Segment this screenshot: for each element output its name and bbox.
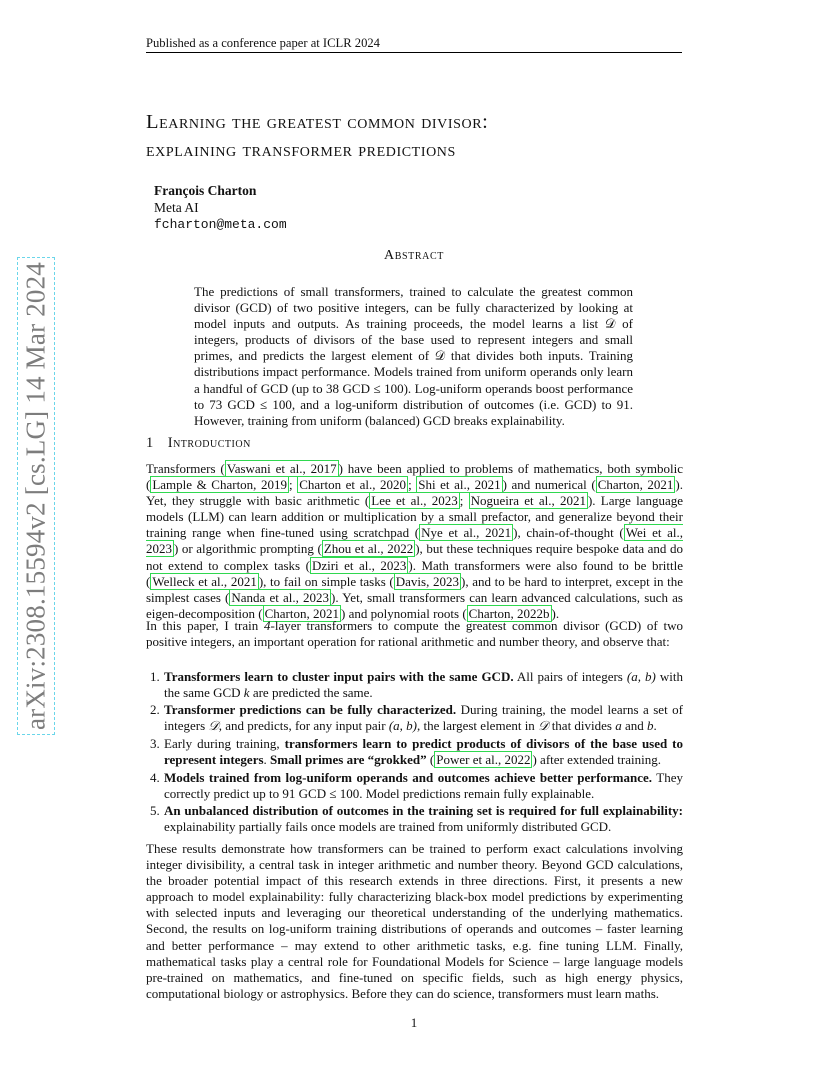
citation-link[interactable]: Power et al., 2022 bbox=[436, 752, 531, 768]
list-item bbox=[146, 702, 683, 735]
bold-text: An unbalanced distribution of outcomes in the training set is required for full explainability: bbox=[164, 802, 683, 818]
header-rule bbox=[146, 52, 682, 53]
math: (a, b) bbox=[626, 669, 656, 684]
list-number: 5. bbox=[150, 802, 160, 818]
text: -layer transformers to compute the greatest common divisor (GCD) of two positive integers, an important operation for rational arithmetic and number theory, and observe that: bbox=[146, 618, 683, 650]
text: ), chain-of-thought ( bbox=[513, 525, 624, 541]
citation-link[interactable]: Charton, 2022b bbox=[468, 605, 550, 621]
list-number: 4. bbox=[150, 769, 160, 785]
list-item bbox=[146, 803, 683, 835]
text: ), to fail on simple tasks ( bbox=[258, 573, 394, 589]
text: ) or algorithmic prompting ( bbox=[174, 541, 322, 557]
math: b bbox=[647, 718, 654, 734]
arxiv-identifier[interactable]: arXiv:2308.15594v2 [cs.LG] 14 Mar 2024 bbox=[20, 261, 51, 731]
text: ; bbox=[459, 493, 469, 509]
findings-list bbox=[146, 669, 683, 836]
author-affiliation: Meta AI bbox=[154, 200, 199, 215]
citation-link[interactable]: Charton, 2021 bbox=[597, 477, 674, 493]
math: 𝒟 bbox=[538, 719, 549, 735]
paper-title bbox=[146, 108, 706, 164]
math: k bbox=[243, 685, 250, 701]
text: that divides bbox=[548, 718, 616, 734]
title-line-2: explaining transformer predictions bbox=[146, 139, 456, 161]
citation-link[interactable]: Nye et al., 2021 bbox=[421, 525, 512, 541]
section-title: Introduction bbox=[167, 435, 251, 451]
intro-paragraph-2 bbox=[146, 618, 683, 650]
bold-text: Models trained from log-uniform operands and outcomes achieve better performance. bbox=[164, 769, 653, 785]
math: 4 bbox=[264, 618, 271, 633]
page-number: 1 bbox=[410, 1015, 418, 1030]
citation-link[interactable]: Lee et al., 2023 bbox=[371, 493, 458, 509]
text: ), but these techniques require bespoke data and do not extend to complex tasks ( bbox=[146, 541, 683, 573]
text: are predicted the same. bbox=[249, 685, 373, 701]
section-number: 1 bbox=[146, 435, 154, 451]
section-heading-introduction bbox=[146, 435, 251, 452]
intro-paragraph-3: These results demonstrate how transformers can be trained to perform exact calculations involving integer divisibility, a central task in integer arithmetic and number theory. Beyond GCD calculations, the broader potential impact of this research extends in three directions. First, it presents a new approach to model explainability: fully characterizing black-box model predictions by experimenting with selected inputs and leveraging our theoretical understanding of the underlying mathematics. Second, the results on log-uniform training distributions of operands and outcomes – faster learning and better performance – may extend to other arithmetic tasks, e.g. fine tuning LLM. Finally, mathematical tasks play a central role for Foundational Models for Science – large language models pre-trained on mathematics, and fine-tuned on specific fields, such as high energy physics, computational biology or astrophysics. Before they can do science, transformers must learn maths. bbox=[146, 841, 683, 1001]
text: Early during training, bbox=[164, 736, 285, 752]
text: ). Yet, small transformers can learn advanced calculations, such as eigen-decomposition ( bbox=[146, 589, 683, 621]
list-number: 2. bbox=[150, 702, 160, 718]
citation-link[interactable]: Vaswani et al., 2017 bbox=[226, 461, 337, 476]
text: In this paper, I train bbox=[146, 618, 264, 633]
math: a bbox=[615, 718, 622, 734]
text: ). bbox=[551, 605, 560, 621]
bold-text: Transformers learn to cluster input pairs with the same GCD. bbox=[164, 669, 514, 684]
text: , and predicts, for any input pair bbox=[218, 718, 389, 734]
text: explainability partially fails once models are trained from uniformly distributed GCD. bbox=[164, 818, 612, 834]
citation-link[interactable]: Nogueira et al., 2021 bbox=[470, 493, 586, 509]
citation-link[interactable]: Davis, 2023 bbox=[395, 573, 459, 589]
math: (a, b) bbox=[388, 718, 417, 734]
citation-link[interactable]: Wei et al., 2023 bbox=[146, 525, 684, 557]
text: All pairs of integers bbox=[513, 669, 627, 684]
list-item bbox=[146, 669, 683, 701]
math: 𝒟 bbox=[208, 719, 219, 735]
list-item bbox=[146, 770, 683, 802]
abstract-heading: Abstract bbox=[384, 248, 444, 263]
citation-link[interactable]: Shi et al., 2021 bbox=[418, 477, 501, 493]
bold-text: Small primes are “grokked” bbox=[270, 752, 427, 768]
citation-link[interactable]: Charton et al., 2020 bbox=[299, 477, 407, 493]
text: ) and numerical ( bbox=[502, 477, 596, 493]
author-name: François Charton bbox=[154, 183, 257, 198]
text: ) after extended training. bbox=[532, 752, 661, 768]
text: ), and to be hard to interpret, except in the simplest cases ( bbox=[146, 573, 683, 605]
bold-text: transformers learn to predict products of divisors of the base used to represent integers bbox=[164, 736, 684, 768]
author-email: fcharton@meta.com bbox=[154, 217, 287, 232]
arxiv-sidebar[interactable] bbox=[16, 256, 56, 736]
text: ). Large language models (LLM) can learn addition or multiplication by a small prefactor, and generalize beyond their training range when fine-tuned using scratchpad ( bbox=[146, 493, 684, 541]
citation-link[interactable]: Lample & Charton, 2019 bbox=[152, 477, 288, 493]
text: , the largest element in bbox=[417, 718, 539, 734]
running-header: Published as a conference paper at ICLR 2024 bbox=[146, 36, 380, 50]
citation-link[interactable]: Zhou et al., 2022 bbox=[323, 541, 414, 557]
list-number: 3. bbox=[150, 736, 160, 752]
text: ) have been applied to problems of mathematics, both symbolic ( bbox=[146, 461, 683, 493]
abstract-text: The predictions of small transformers, trained to calculate the greatest common divisor (GCD) of two positive integers, can be fully characterized by looking at model inputs and outputs. As training proceeds, the model learns a list 𝒟 of integers, products of divisors of the base used to represent integers and small primes, and predicts the largest element of 𝒟 that divides both inputs. Training distributions impact performance. Models trained from uniform operands only learn a handful of GCD (up to 38 GCD ≤ 100). Log-uniform operands boost performance to 73 GCD ≤ 100, and a log-uniform distribution of outcomes (i.e. GCD) to 91. However, training from uniform (balanced) GCD breaks explainability. bbox=[194, 284, 633, 428]
text: ; bbox=[289, 477, 298, 493]
intro-paragraph-1 bbox=[146, 461, 683, 622]
bold-text: Transformer predictions can be fully characterized. bbox=[164, 702, 457, 718]
text: ). Yet, they struggle with basic arithmetic ( bbox=[146, 477, 683, 509]
citation-link[interactable]: Nanda et al., 2023 bbox=[231, 589, 329, 605]
author-block bbox=[154, 182, 287, 233]
text: They correctly predict up to 91 GCD ≤ 100. Model predictions remain fully explainable. bbox=[164, 769, 683, 801]
text: and bbox=[621, 718, 648, 734]
text: ; bbox=[408, 477, 417, 493]
text: Transformers ( bbox=[146, 461, 225, 476]
citation-link[interactable]: Charton, 2021 bbox=[264, 605, 339, 621]
text: . bbox=[263, 752, 271, 768]
text: ). Math transformers were also found to be brittle ( bbox=[146, 557, 683, 589]
text: ) and polynomial roots ( bbox=[341, 605, 467, 621]
list-number: 1. bbox=[150, 669, 160, 684]
text: . bbox=[653, 718, 657, 734]
text: During training, the model learns a set of integers bbox=[164, 702, 683, 734]
text: with the same GCD bbox=[164, 669, 683, 701]
text: ( bbox=[426, 752, 435, 768]
title-line-1: Learning the greatest common divisor: bbox=[146, 111, 489, 133]
citation-link[interactable]: Dziri et al., 2023 bbox=[311, 557, 407, 573]
citation-link[interactable]: Welleck et al., 2021 bbox=[152, 573, 257, 589]
list-item bbox=[146, 736, 683, 768]
